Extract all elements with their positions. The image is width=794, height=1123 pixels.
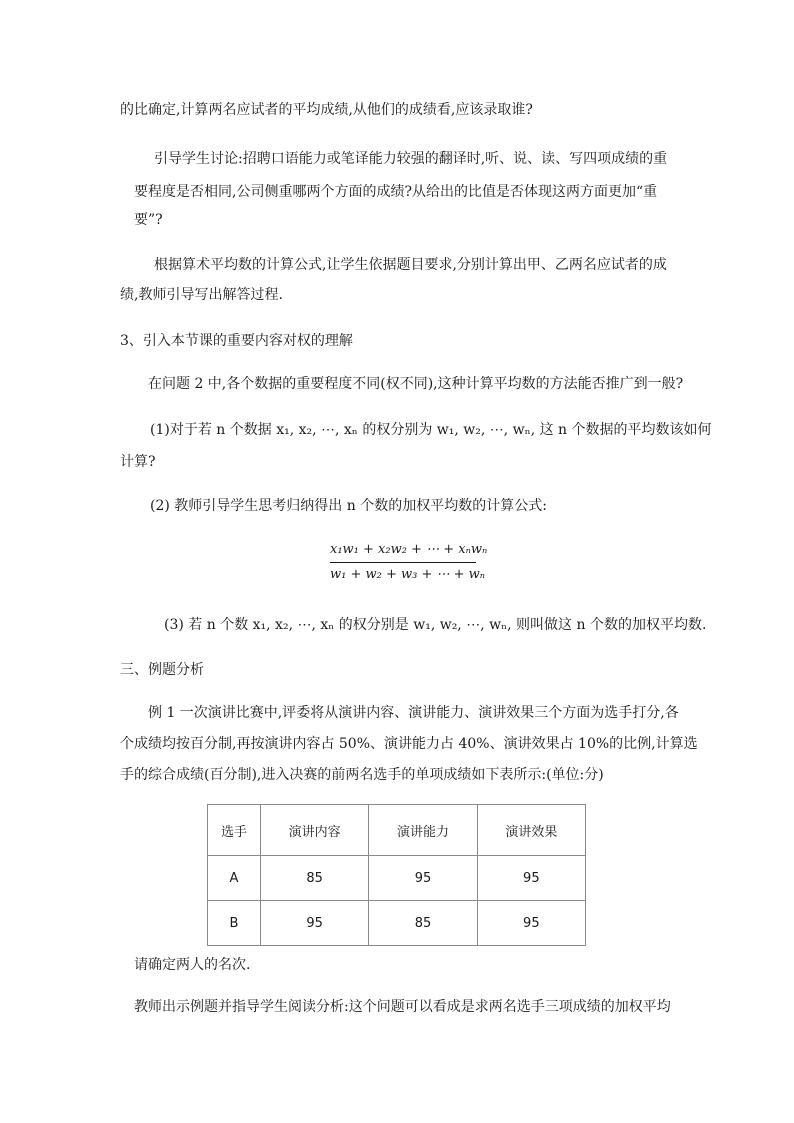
table-cell: B	[208, 901, 261, 946]
weighted-average-formula	[330, 540, 488, 585]
table-row	[208, 901, 586, 946]
table-cell: 85	[261, 856, 369, 901]
text-line: 引导学生讨论:招聘口语能力或笔译能力较强的翻译时,听、说、读、写四项成绩的重	[154, 151, 668, 167]
formula-denominator: w₁ + w₂ + w₃ + ⋯ + wₙ	[330, 567, 486, 582]
table-cell: 95	[477, 856, 585, 901]
score-table	[207, 804, 586, 946]
table-row	[208, 856, 586, 901]
section-heading: 3、引入本节课的重要内容对权的理解	[120, 333, 353, 349]
fraction-bar	[330, 562, 476, 563]
formula-numerator: x₁w₁ + x₂w₂ + ⋯ + xₙwₙ	[330, 542, 488, 557]
text-line: 计算?	[120, 454, 156, 470]
text-line: (2) 教师引导学生思考归纳得出 n 个数的加权平均数的计算公式:	[150, 498, 547, 514]
text-line: 的比确定,计算两名应试者的平均成绩,从他们的成绩看,应该录取谁?	[120, 102, 533, 118]
table-header-cell: 演讲能力	[369, 805, 477, 856]
text-line: 绩,教师引导写出解答过程.	[120, 287, 283, 303]
text-line: (1)对于若 n 个数据 x₁, x₂, ⋯, xₙ 的权分别为 w₁, w₂, ⋯, wₙ, 这 n 个数据的平均数该如何	[150, 422, 712, 438]
table-cell: 95	[261, 901, 369, 946]
section-heading: 三、例题分析	[120, 662, 204, 678]
text-line: 在问题 2 中,各个数据的重要程度不同(权不同),这种计算平均数的方法能否推广到一般?	[148, 376, 684, 392]
table-cell: 95	[477, 901, 585, 946]
table-header-cell: 演讲效果	[477, 805, 585, 856]
text-line: 请确定两人的名次.	[134, 957, 251, 973]
text-line: 根据算术平均数的计算公式,让学生依据题目要求,分别计算出甲、乙两名应试者的成	[154, 257, 667, 273]
text-line: 个成绩均按百分制,再按演讲内容占 50%、演讲能力占 40%、演讲效果占 10%的比例,计算选	[120, 736, 698, 752]
text-line: 要程度是否相同,公司侧重哪两个方面的成绩?从给出的比值是否体现这两方面更加“重	[134, 184, 658, 200]
text-line: (3) 若 n 个数 x₁, x₂, ⋯, xₙ 的权分别是 w₁, w₂, ⋯, wₙ, 则叫做这 n 个数的加权平均数.	[164, 617, 707, 633]
table-cell: 95	[369, 856, 477, 901]
table-cell: A	[208, 856, 261, 901]
text-line: 要”?	[134, 212, 163, 228]
table-cell: 85	[369, 901, 477, 946]
text-line: 例 1 一次演讲比赛中,评委将从演讲内容、演讲能力、演讲效果三个方面为选手打分,各	[148, 705, 679, 721]
table-header-cell: 演讲内容	[261, 805, 369, 856]
text-line: 手的综合成绩(百分制),进入决赛的前两名选手的单项成绩如下表所示:(单位:分)	[120, 767, 604, 783]
table-header-cell: 选手	[208, 805, 261, 856]
text-line: 教师出示例题并指导学生阅读分析:这个问题可以看成是求两名选手三项成绩的加权平均	[134, 999, 671, 1015]
table-header-row	[208, 805, 586, 856]
